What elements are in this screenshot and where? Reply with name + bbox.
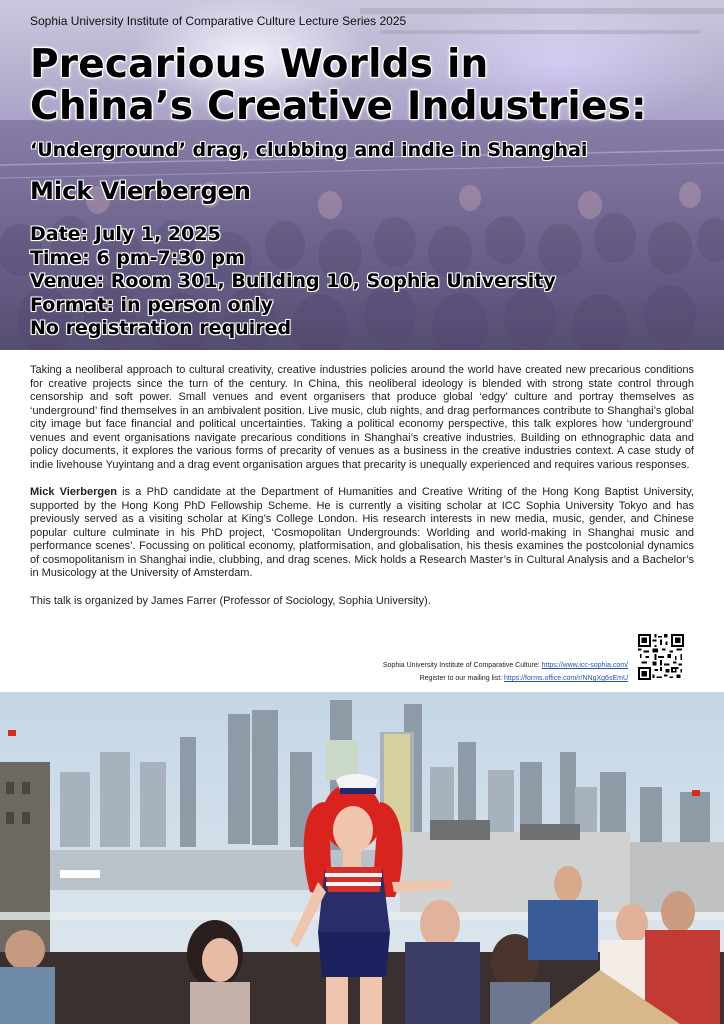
- event-subtitle: ‘Underground’ drag, clubbing and indie in Shanghai: [30, 139, 588, 161]
- event-date: Date: July 1, 2025: [30, 223, 221, 245]
- abstract-paragraph: Taking a neoliberal approach to cultural creativity, creative industries policies around the world have created new precarious conditions for creative projects since the turn of the century. In China, this neoliberal ideology is blended with strong state control through censorship and soft power. Small venues and event organisers that produce global ‘edgy’ culture and portray themselves as ‘underground’ find themselves in an ambivalent position. Live music, club nights, and drag performances contribute to Shanghai’s global city image but face financial and political uncertainties. Taking a political economy perspective, this talk explores how ‘underground’ venues and event organisations navigate precarious conditions in Shanghai’s creative industries. Building on ethnographic data and policy documents, it explores the various forms of precarity of venues as a business in the creative industries context. A case study of indie livehouse Yuyintang and a drag event organisation argues that precarity is unequally experienced and requires various responses.: [30, 364, 694, 471]
- event-title: [30, 44, 720, 128]
- organizer-note: This talk is organized by James Farrer (Professor of Sociology, Sophia University).: [30, 594, 431, 607]
- icc-link-label: Sophia University Institute of Comparative Culture:: [382, 662, 542, 669]
- mailing-list-link[interactable]: https://forms.office.com/r/NNgXg6sEmU: [504, 675, 628, 682]
- contact-links: [383, 659, 628, 685]
- header-banner: [0, 0, 724, 350]
- event-details: [30, 223, 556, 341]
- qr-code-icon[interactable]: [638, 634, 684, 680]
- event-time: Time: 6 pm-7:30 pm: [30, 246, 245, 269]
- bio-paragraph: [30, 486, 694, 581]
- drag-performance-photo: [0, 692, 724, 1024]
- bio-name: Mick Vierbergen: [30, 486, 117, 498]
- title-line-1: Precarious Worlds in: [30, 42, 489, 87]
- speaker-name: Mick Vierbergen: [30, 177, 251, 205]
- title-line-2: China’s Creative Industries:: [30, 84, 647, 129]
- icc-website-link[interactable]: https://www.icc-sophia.com/: [541, 662, 628, 669]
- mailing-link-row: [383, 672, 628, 685]
- icc-link-row: [383, 659, 628, 672]
- bio-text: is a PhD candidate at the Department of Humanities and Creative Writing of the Hong Kong Baptist University, supported by the Hong Kong PhD Fellowship Scheme. He is currently a visiting scholar at ICC Sophia University Tokyo and has previously served as a visiting scholar at King’s College London. His research interests in new media, music, gender, and Chinese popular culture culminate in his PhD project, ‘Cosmopolitan Undergrounds: Worlding and world-making in Shanghai music and performance scenes’. Focussing on political economy, platformisation, and globalisation, his thesis examines the postcolonial dynamics of cosmopolitanism in Shanghai indie, clubbing, and drag scenes. Mick holds a Research Master’s in Cultural Analysis and a Bachelor’s in Musicology at the University of Amsterdam.: [30, 486, 694, 579]
- poster-body: [30, 364, 694, 622]
- registration-note: No registration required: [30, 317, 292, 339]
- event-venue: Venue: Room 301, Building 10, Sophia University: [30, 270, 556, 292]
- mailing-link-label: Register to our mailing list:: [419, 675, 505, 682]
- event-format: Format: in person only: [30, 293, 274, 316]
- lecture-series-label: Sophia University Institute of Comparative Culture Lecture Series 2025: [30, 14, 407, 28]
